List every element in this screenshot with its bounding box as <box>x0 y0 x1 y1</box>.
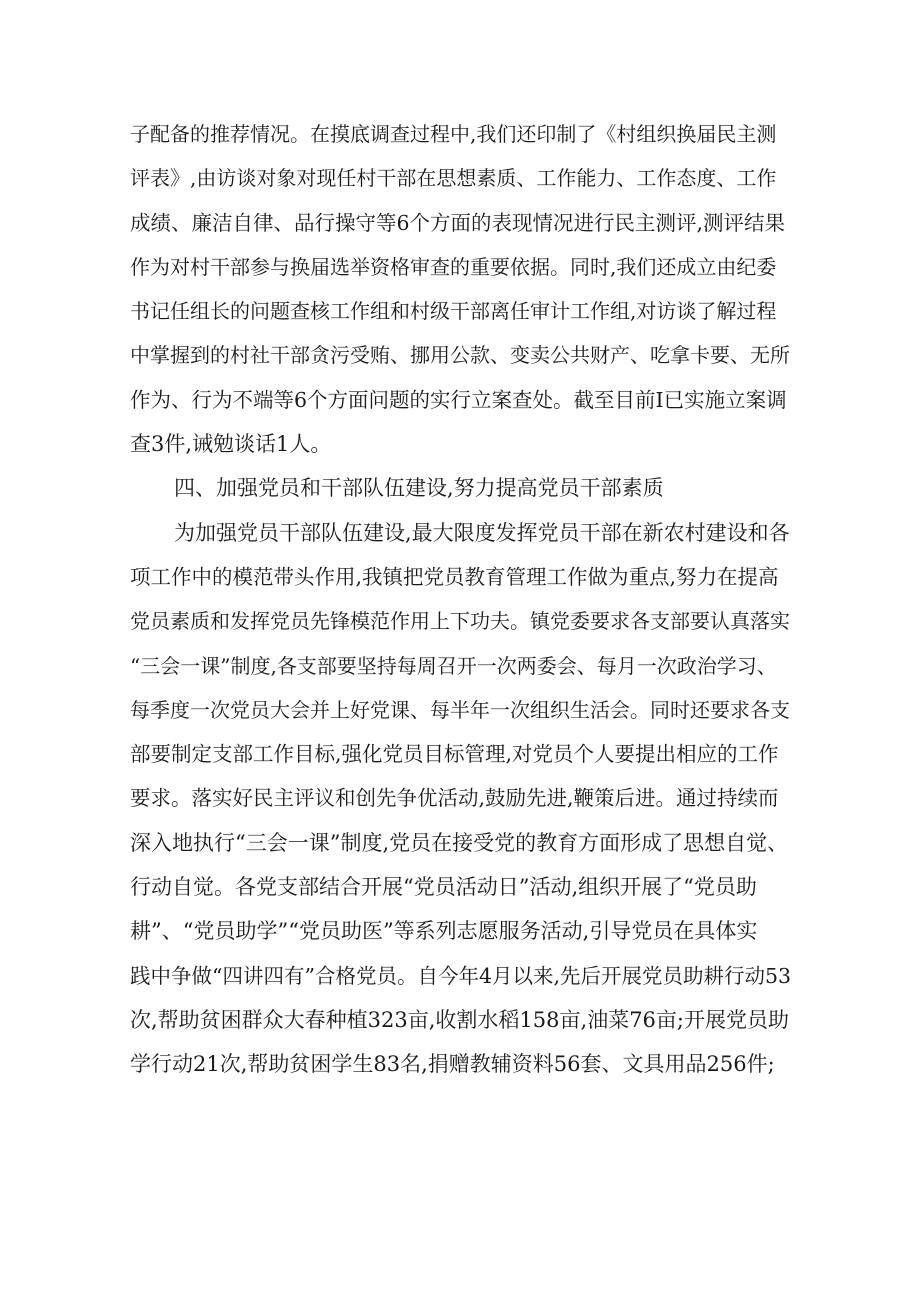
text-line: 耕”、“党员助学”“党员助医”等系列志愿服务活动,引导党员在具体实 <box>130 919 758 944</box>
text-line: 践中争做“四讲四有”合格党员。自今年4月以来,先后开展党员助耕行动53 <box>130 963 792 988</box>
text-line: 为加强党员干部队伍建设,最大限度发挥党员干部在新农村建设和各 <box>174 520 790 545</box>
text-line: 次,帮助贫困群众大春种植323亩,收割水稻158亩,油菜76亩;开展党员助 <box>130 1007 789 1032</box>
section-heading: 四、加强党员和干部队伍建设,努力提高党员干部素质 <box>174 476 664 501</box>
text-line: 学行动21次,帮助贫困学生83名,捐赠教辅资料56套、文具用品256件; <box>130 1052 775 1077</box>
text-line: 书记任组长的问题查核工作组和村级干部离任审计工作组,对访谈了解过程 <box>130 299 777 324</box>
text-line: 党员素质和发挥党员先锋模范作用上下功夫。镇党委要求各支部要认真落实 <box>130 609 790 634</box>
document-body <box>130 112 792 1087</box>
text-line: 深入地执行“三会一课”制度,党员在接受党的教育方面形成了思想自觉、 <box>130 830 789 855</box>
text-line: 项工作中的模范带头作用,我镇把党员教育管理工作做为重点,努力在提高 <box>130 564 779 589</box>
text-line: 作为、行为不端等6个方面问题的实行立案查处。截至目前I已实施立案调 <box>130 387 787 412</box>
text-line: 中掌握到的村社干部贪污受贿、挪用公款、变卖公共财产、吃拿卡要、无所 <box>130 343 790 368</box>
text-line: 查3件,诫勉谈话1人。 <box>130 432 332 457</box>
text-line: 部要制定支部工作目标,强化党员目标管理,对党员个人要提出相应的工作 <box>130 742 779 767</box>
text-line: 行动自觉。各党支部结合开展“党员活动日”活动,组织开展了“党员助 <box>130 875 757 900</box>
text-line: 作为对村干部参与换届选举资格审查的重要依据。同时,我们还成立由纪委 <box>130 254 777 279</box>
text-line: 子配备的推荐情况。在摸底调查过程中,我们还印制了《村组织换届民主测 <box>130 122 777 146</box>
text-line: 评表》,由访谈对象对现任村干部在思想素质、工作能力、工作态度、工作 <box>130 166 777 191</box>
text-line: “三会一课”制度,各支部要坚持每周召开一次两委会、每月一次政治学习、 <box>130 653 777 678</box>
text-line: 每季度一次党员大会并上好党课、每半年一次组织生活会。同时还要求各支 <box>130 697 790 722</box>
text-line: 成绩、廉洁自律、品行操守等6个方面的表现情况进行民主测评,测评结果 <box>130 210 786 235</box>
text-line: 要求。落实好民主评议和创先争优活动,鼓励先进,鞭策后进。通过持续而 <box>130 786 779 811</box>
